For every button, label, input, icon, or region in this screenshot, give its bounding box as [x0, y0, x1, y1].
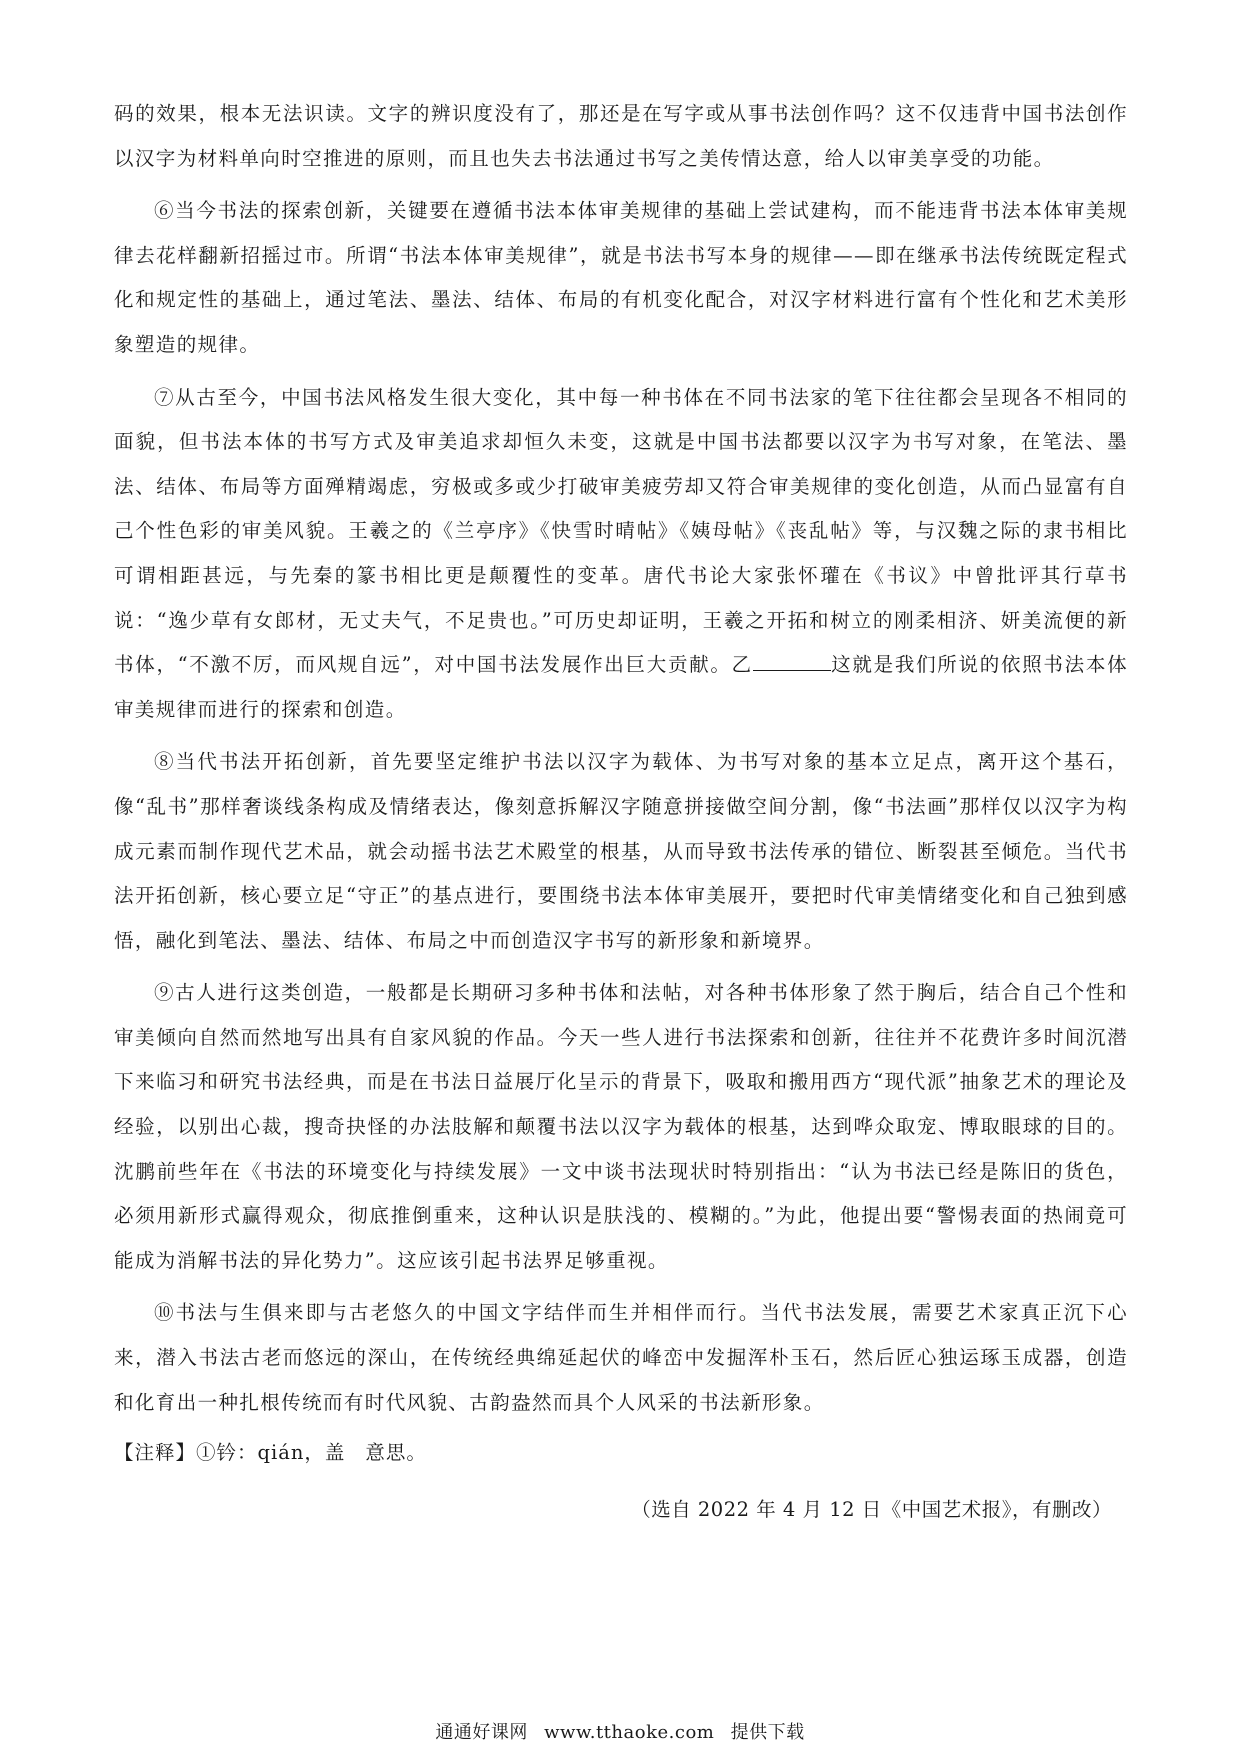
annotation-note	[114, 1431, 1128, 1476]
paragraph-7-text-after: 这就是我们所说的依照书法本体审美规律而进行的探索和创造。	[114, 653, 1128, 721]
paragraph-10: ⑩书法与生俱来即与古老悠久的中国文字结伴而生并相伴而行。当代书法发展，需要艺术家真正沉下心来，潜入书法古老而悠远的深山，在传统经典绵延起伏的峰峦中发掘浑朴玉石，然后匠心独运琢玉成器，创造和化育出一种扎根传统而有时代风貌、古韵盎然而具个人风采的书法新形象。	[114, 1301, 1128, 1414]
footer-url: www.tthaoke.com	[544, 1722, 715, 1743]
paragraph-6: ⑥当今书法的探索创新，关键要在遵循书法本体审美规律的基础上尝试建构，而不能违背书法本体审美规律去花样翻新招摇过市。所谓“书法本体审美规律”，就是书法书写本身的规律——即在继承书法传统既定程式化和规定性的基础上，通过笔法、墨法、结体、布局的有机变化配合，对汉字材料进行富有个性化和艺术美形象塑造的规律。	[114, 199, 1128, 356]
footer-suffix: 提供下载	[730, 1722, 805, 1743]
footer-site-name: 通通好课网	[435, 1722, 528, 1743]
paragraph-7-text-before: ⑦从古至今，中国书法风格发生很大变化，其中每一种书体在不同书法家的笔下往往都会呈现各不相同的面貌，但书法本体的书写方式及审美追求却恒久未变，这就是中国书法都要以汉字为书写对象，在笔法、墨法、结体、布局等方面殚精竭虑，穷极或多或少打破审美疲劳却又符合审美规律的变化创造，从而凸显富有自己个性色彩的审美风貌。王羲之的《兰亭序》《快雪时晴帖》《姨母帖》《丧乱帖》等，与汉魏之际的隶书相比可谓相距甚远，与先秦的篆书相比更是颠覆性的变革。唐代书论大家张怀瓘在《书议》中曾批评其行草书说：“逸少草有女郎材，无丈夫气，不足贵也。”可历史却证明，王羲之开拓和树立的刚柔相济、妍美流便的新书体，“不激不厉，而风规自远”，对中国书法发展作出巨大贡献。乙	[114, 385, 1128, 677]
paragraph-8: ⑧当代书法开拓创新，首先要坚定维护书法以汉字为载体、为书写对象的基本立足点，离开这个基石，像“乱书”那样奢谈线条构成及情绪表达，像刻意拆解汉字随意拼接做空间分割，像“书法画”那样仅以汉字为构成元素而制作现代艺术品，就会动摇书法艺术殿堂的根基，从而导致书法传承的错位、断裂甚至倾危。当代书法开拓创新，核心要立足“守正”的基点进行，要围绕书法本体审美展开，要把时代审美情绪变化和自己独到感悟，融化到笔法、墨法、结体、布局之中而创造汉字书写的新形象和新境界。	[114, 750, 1128, 952]
annotation-text-part2: 意思。	[365, 1441, 427, 1465]
paragraph-continuation: 码的效果，根本无法识读。文字的辨识度没有了，那还是在写字或从事书法创作吗？这不仅违背中国书法创作以汉字为材料单向时空推进的原则，而且也失去书法通过书写之美传情达意，给人以审美享受的功能。	[114, 102, 1128, 170]
article-body	[114, 92, 1128, 1532]
answer-blank-yi	[753, 652, 831, 671]
page-footer	[0, 1718, 1240, 1744]
paragraph-7	[114, 376, 1128, 733]
annotation-text-part1: ①钤：qián，盖	[196, 1441, 346, 1465]
annotation-label: 【注释】	[114, 1441, 197, 1465]
source-citation: （选自 2022 年 4 月 12 日《中国艺术报》，有删改）	[631, 1497, 1112, 1521]
paragraph-9: ⑨古人进行这类创造，一般都是长期研习多种书体和法帖，对各种书体形象了然于胸后，结合自己个性和审美倾向自然而然地写出具有自家风貌的作品。今天一些人进行书法探索和创新，往往并不花费许多时间沉潜下来临习和研究书法经典，而是在书法日益展厅化呈示的背景下，吸取和搬用西方“现代派”抽象艺术的理论及经验，以别出心裁，搜奇抉怪的办法肢解和颠覆书法以汉字为载体的根基，达到哗众取宠、博取眼球的目的。沈鹏前些年在《书法的环境变化与持续发展》一文中谈书法现状时特别指出：“认为书法已经是陈旧的货色，必须用新形式赢得观众，彻底推倒重来，这种认识是肤浅的、模糊的。”为此，他提出要“警惕表面的热闹竟可能成为消解书法的异化势力”。这应该引起书法界足够重视。	[114, 981, 1128, 1272]
